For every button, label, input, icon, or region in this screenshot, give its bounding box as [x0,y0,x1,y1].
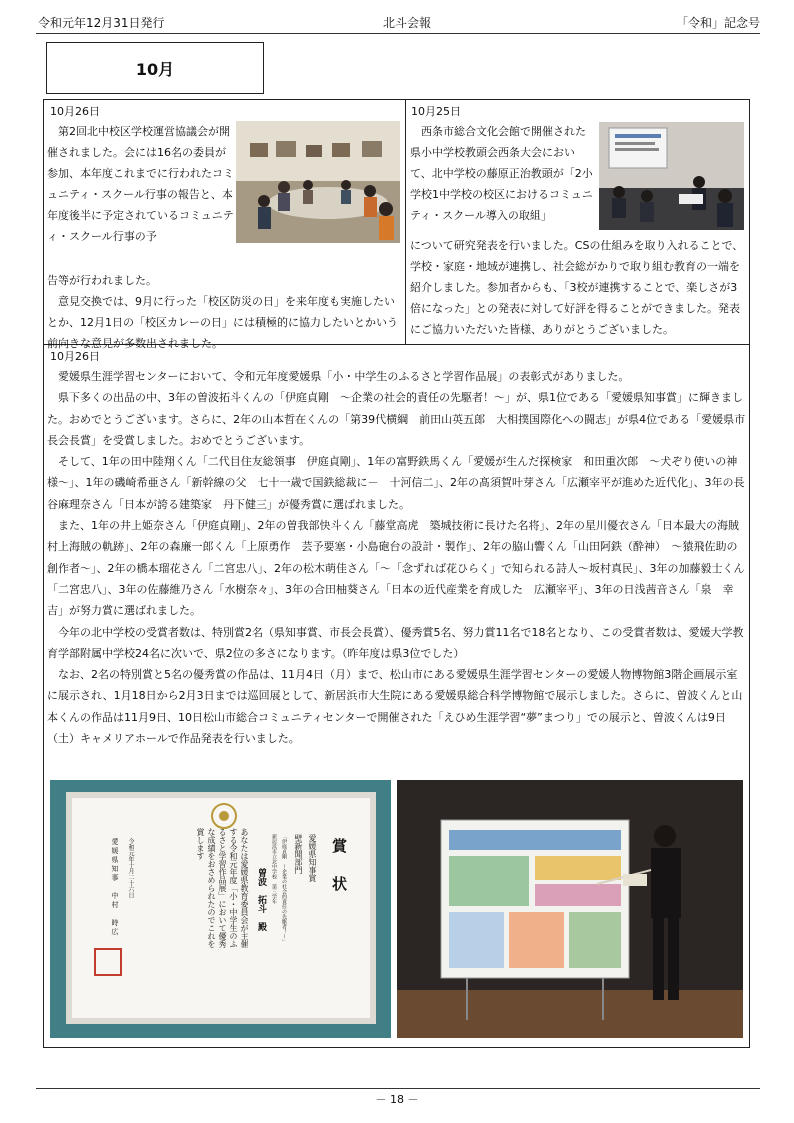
certificate-paper [66,792,376,1024]
issue-date: 令和元年12月31日発行 [38,16,165,30]
newsletter-name: 北斗会報 [383,16,432,30]
stage-photo [397,780,743,1038]
certificate-body: あなたは愛媛県教育委員会が主催する令和元年度「小・中学生のふるさと学習作品展」において優秀な成績をおさめられたのでこれを賞します [196,828,249,948]
certificate-photo [50,780,391,1038]
block3-text: 愛媛県生涯学習センターにおいて、令和元年度愛媛県「小・中学生のふるさと学習作品展」の表彰式がありました。 県下多くの出品の中、3年の曽波拓斗くんの「伊庭貞剛 ～企業の社会的責任の先駆者！～」が、県1位である「愛媛県知事賞」に輝きました。おめでとうございます。さらに、2年の山本哲在くんの「第39代横綱 前田山英五郎 大相撲国際化への闘志」が県4位である「愛媛県市長会長賞」を受賞しました。おめでとうございます。 そして、1年の田中陸翔くん「二代目住友総領事 伊庭貞剛」、1年の富野鉄馬くん「愛媛が生んだ探検家 和田重次郎 ～犬ぞり使いの神様～」、1年の磯崎希亜さん「新幹線の父 七十一歳で国鉄総裁に－ 十河信二」、2年の髙須賀叶芽さん「広瀬宰平が進めた近代化」、3年の長谷麻理奈さん「日本が誇る建築家 丹下健三」が優秀賞に選ばれました。 また、1年の井上姫奈さん「伊庭貞剛」、2年の曽我部快斗くん「藤堂高虎 築城技術に長けた名将」、2年の星川優衣さん「日本最大の海賊 村上海賊の軌跡」、2年の森廉一郎くん「上原勇作 芸予要塞・小島砲台の設計・製作」、2年の脇山響くん「山田阿鉄（酔神） ～猿飛佐助の創作者～」、2年の橋本瑠花さん「二宮忠八」、2年の松木萌佳さん「～「念ずれば花ひらく」で知られる詩人～坂村真民」、3年の加藤毅士くん「二宮忠八」、3年の佐藤維乃さん「水樹奈々」、3年の合田柚葵さん「日本の近代産業を育成した 広瀬宰平」、3年の日浅茜音さん「泉 幸吉」が努力賞に選ばれました。 今年の北中学校の受賞者数は、特別賞2名（県知事賞、市長会長賞）、優秀賞5名、努力賞11名で18名となり、この受賞者数は、愛媛大学教育学部附属中学校24名に次いで、県2位の多さになります。（昨年度は県3位でした） なお、2名の特別賞と5名の優秀賞の作品は、11月4日（月）まで、松山市にある愛媛県生涯学習センターの愛媛人物博物館3階企画展示室に展示され、1月18日から2月3日までは巡回展として、新居浜市大生院にある愛媛県総合科学博物館で展示しました。さらに、曽波くんと山本くんの作品は11月9日、10日松山市総合コミュニティセンターで開催された「えひめ生涯学習“夢”まつり」での展示と、曽波くんは9日（土）キャメリアホールで作品発表を行いました。 [47,370,746,746]
block2-text-a: 西条市総合文化会館で開催された県小中学校教頭会西条大会において、北中学校の藤原正治教頭が「2小学校1中学校の校区におけるコミュニティ・スクール導入の取組」 [410,125,593,222]
meeting-photo [236,121,400,243]
certificate-recipient: 曽波 拓斗 殿 [256,868,266,931]
certificate-school: 新居浜市立北中学校 第三学年 [271,834,277,904]
certificate-award: 愛媛県知事賞 [308,834,317,882]
certificate-issuer: 愛媛県知事 中村 時広 [111,838,119,937]
block1-date: 10月26日 [50,105,100,118]
block2-text: について研究発表を行いました。CSの仕組みを取り入れることで、学校・家庭・地域が連携し、社会総がかりで取り組む教育の一端を紹介しました。参加者からも、「3校が連携することで、楽しさが3倍になった」との発表に対して好評を得ることができました。発表にご協力いただいた皆様、ありがとうございました。 [410,239,744,336]
header-rule [36,33,760,34]
certificate-title: 賞 状 [330,838,348,895]
page-header [38,14,760,32]
emblem-icon [210,802,238,830]
edition-label: 「令和」記念号 [675,16,760,30]
certificate-date: 令和元年十月二十六日 [127,838,134,898]
certificate-work: 「伊庭貞剛 ～企業の社会的責任の先駆者！～」 [281,834,287,944]
footer-rule [36,1088,760,1089]
block2-date: 10月25日 [411,105,461,118]
block3-date: 10月26日 [50,350,100,363]
block1-text: 告等が行われました。 意見交換では、9月に行った「校区防災の日」を来年度も実施したいとか、12月1日の「校区カレーの日」には積極的に協力したいとかいう前向きな意見が多数出されました。 [47,274,398,350]
block1-text-a: 第2回北中校区学校運営協議会が開催されました。会には16名の委員が参加、本年度これまでに行われたコミュニティ・スクール行事の報告と、本年度後半に予定されているコミュニティ・スクール行事の予 [47,125,234,243]
official-seal [94,948,122,976]
presentation-photo [599,122,744,230]
column-divider [405,99,406,344]
month-title: 10月 [46,42,264,94]
page-number: － 18 － [375,1093,419,1106]
certificate-category: 壁新聞部門 [294,834,303,874]
